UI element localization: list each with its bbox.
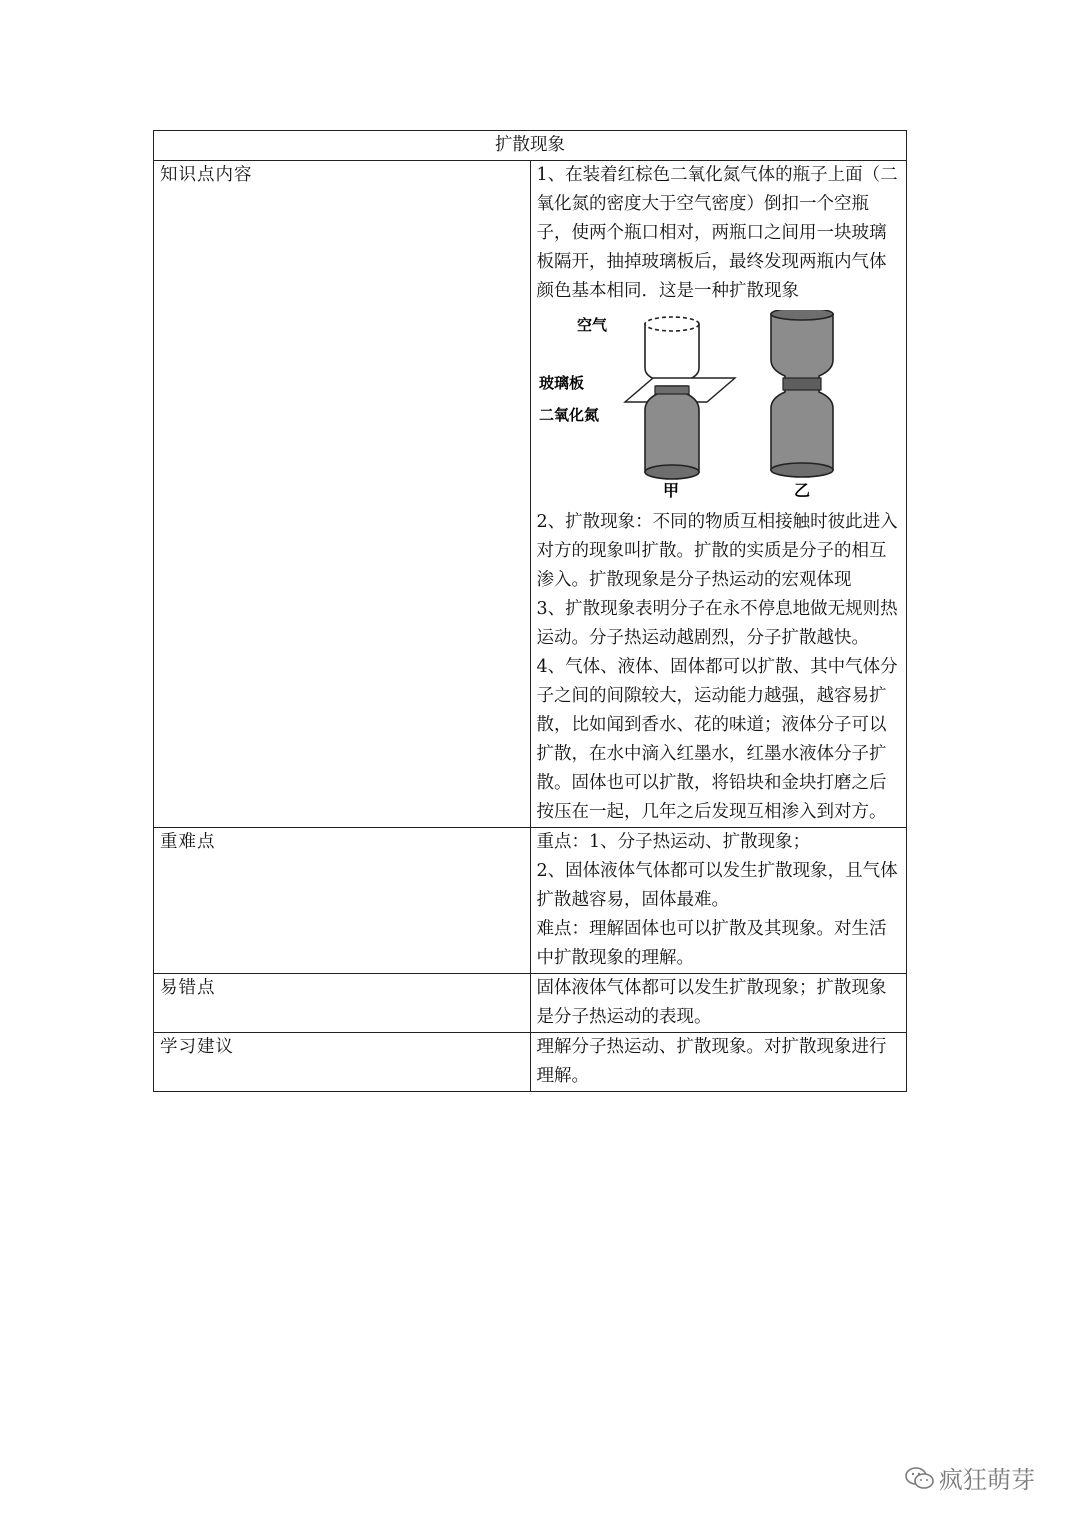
- row-content-key-points: [530, 828, 907, 974]
- key-point-line-2: 2、固体液体气体都可以发生扩散现象，且气体扩散越容易，固体最难。: [536, 861, 898, 910]
- knowledge-table: [153, 130, 907, 1092]
- key-point-line-3: 难点：理解固体也可以扩散及其现象。对生活中扩散现象的理解。: [536, 919, 887, 968]
- row-content-advice: 理解分子热运动、扩散现象。对扩散现象进行理解。: [530, 1033, 907, 1092]
- row-label-advice: 学习建议: [154, 1033, 531, 1092]
- label-no2: 二氧化氮: [538, 406, 599, 424]
- bottles-mixed: [771, 310, 833, 477]
- row-label-key-points: 重难点: [154, 828, 531, 974]
- bottle-air-top: [645, 317, 699, 386]
- table-title: 扩散现象: [154, 131, 907, 161]
- row-label-errors: 易错点: [154, 974, 531, 1033]
- label-yi: 乙: [793, 481, 810, 500]
- paragraph-4: 4、气体、液体、固体都可以扩散、其中气体分子之间的间隙较大，运动能力越强，越容易扩散，比如闻到香水、花的味道；液体分子可以扩散，在水中滴入红墨水，红墨水液体分子扩散。固体也可以扩散，将铅块和金块打磨之后按压在一起，几年之后发现互相渗入到对方。: [536, 657, 898, 822]
- label-glass: 玻璃板: [538, 374, 584, 392]
- table-row: [154, 828, 907, 974]
- table-row: [154, 1033, 907, 1092]
- table-row: [154, 161, 907, 828]
- watermark: [905, 1460, 1035, 1495]
- key-point-line-1: 重点：1、分子热运动、扩散现象；: [536, 832, 811, 852]
- row-label-content: 知识点内容: [154, 161, 531, 828]
- table-row: [154, 974, 907, 1033]
- wechat-icon: [905, 1465, 935, 1491]
- bottle-no2-bottom: [645, 386, 699, 479]
- paragraph-3: 3、扩散现象表明分子在永不停息地做无规则热运动。分子热运动越剧烈，分子扩散越快。: [536, 599, 898, 648]
- label-jia: 甲: [662, 481, 679, 500]
- paragraph-2: 2、扩散现象：不同的物质互相接触时彼此进入对方的现象叫扩散。扩散的实质是分子的相互渗入。扩散现象是分子热运动的宏观体现: [536, 512, 898, 590]
- label-air: 空气: [576, 316, 607, 334]
- paragraph-1: 1、在装着红棕色二氧化氮气体的瓶子上面（二氧化氮的密度大于空气密度）倒扣一个空瓶子，使两个瓶口相对，两瓶口之间用一块玻璃板隔开，抽掉玻璃板后，最终发现两瓶内气体颜色基本相同．这是一种扩散现象: [536, 165, 898, 301]
- diffusion-bottles-figure: [537, 310, 867, 500]
- row-content-errors: 固体液体气体都可以发生扩散现象；扩散现象是分子热运动的表现。: [530, 974, 907, 1033]
- watermark-text: 疯狂萌芽: [939, 1466, 1035, 1494]
- row-content-knowledge: [530, 161, 907, 828]
